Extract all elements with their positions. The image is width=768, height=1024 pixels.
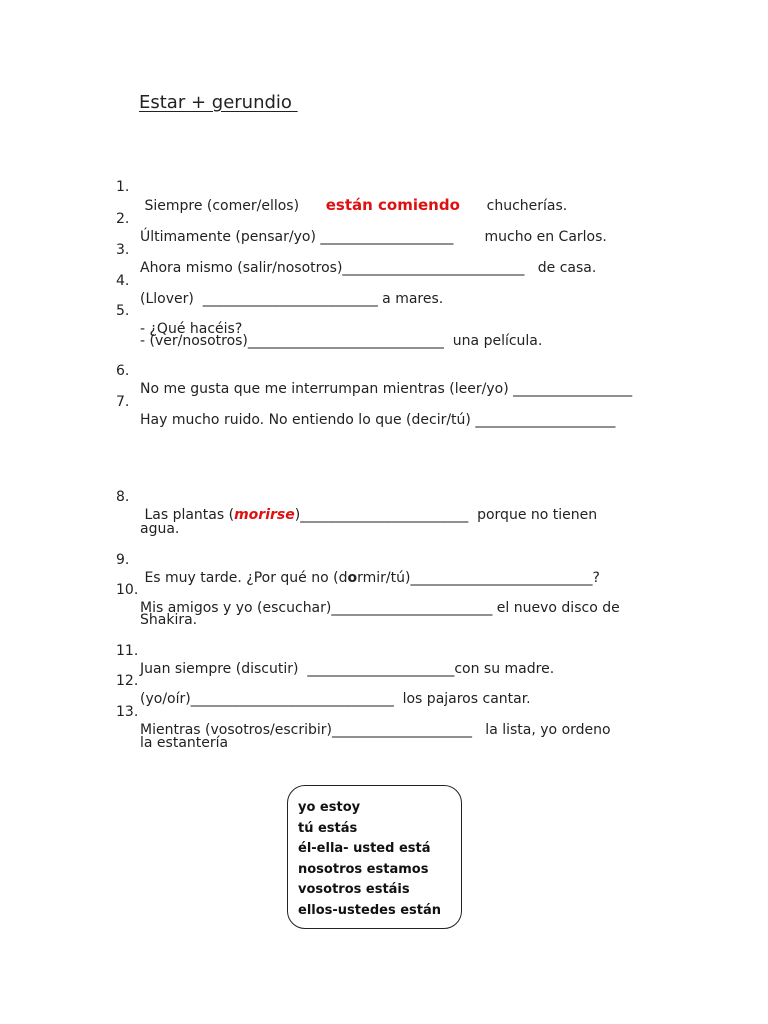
exercise-number: 12. [116,673,139,689]
conjugation-line: él-ella- usted está [298,841,431,856]
conjugation-box [287,785,462,929]
exercise-number: 9. [116,552,130,568]
highlighted-verb: morirse [234,507,295,523]
exercise-text: agua. [140,521,180,537]
exercise-continuation: rmir/tú)__________________________? [357,570,600,586]
exercise-number: 3. [116,242,130,258]
exercise-text [140,506,597,524]
exercise-number: 10. [116,582,139,598]
exercise-continuation: )________________________ porque no tienen [294,507,598,523]
conjugation-line: tú estás [298,820,358,836]
exercise-text: Ahora mismo (salir/nosotros)__________________________ de casa. [140,260,597,276]
exercise-text: Mis amigos y yo (escuchar)_______________________ el nuevo disco de [140,600,620,616]
exercise-text: - (ver/nosotros)____________________________ una película. [140,333,543,349]
conjugation-line: nosotros estamos [298,861,429,877]
exercise-13-continuation [0,716,229,770]
exercise-number: 5. [116,303,130,319]
exercise-prompt: Es muy tarde. ¿Por qué no (d [140,570,348,586]
conjugation-line: vosotros estáis [298,882,410,897]
exercise-text: Hay mucho ruido. No entiendo lo que (decir/tú) ____________________ [140,412,616,428]
conjugation-line: yo estoy [298,800,361,815]
exercise-text: Últimamente (pensar/yo) ___________________ mucho en Carlos. [140,229,607,245]
exercise-text: Juan siempre (discutir) _____________________con su madre. [140,661,555,677]
exercise-prompt: Siempre (comer/ellos) [140,198,326,214]
exercise-text: la estantería [140,735,229,751]
exercise-number: 7. [116,394,130,410]
exercise-text: (yo/oír)_____________________________ los pajaros cantar. [140,691,531,707]
conjugation-line: ellos-ustedes están [298,902,441,918]
exercise-number: 4. [116,273,130,289]
exercise-text [140,569,600,587]
exercise-text: Shakira. [140,612,198,628]
page-title: Estar + gerundio [139,92,298,113]
exercise-number: 6. [116,363,130,379]
exercise-prompt: Las plantas ( [140,507,235,523]
exercise-number: 11. [116,643,139,659]
bold-letter: o [347,570,358,586]
exercise-number: 13. [116,704,139,720]
exercise-text [140,196,567,215]
exercise-text: No me gusta que me interrumpan mientras (leer/yo) _________________ [140,381,633,397]
exercise-text: Mientras (vosotros/escribir)____________________ la lista, yo ordeno [140,722,611,738]
example-answer: están comiendo [325,196,460,214]
exercise-number: 1. [116,179,130,195]
exercise-number: 8. [116,489,130,505]
exercise-text: (Llover) _________________________ a mares. [140,291,444,307]
exercise-continuation: chucherías. [459,198,568,214]
exercise-number: 2. [116,211,130,227]
exercise-text: - ¿Qué hacéis? [140,321,243,337]
